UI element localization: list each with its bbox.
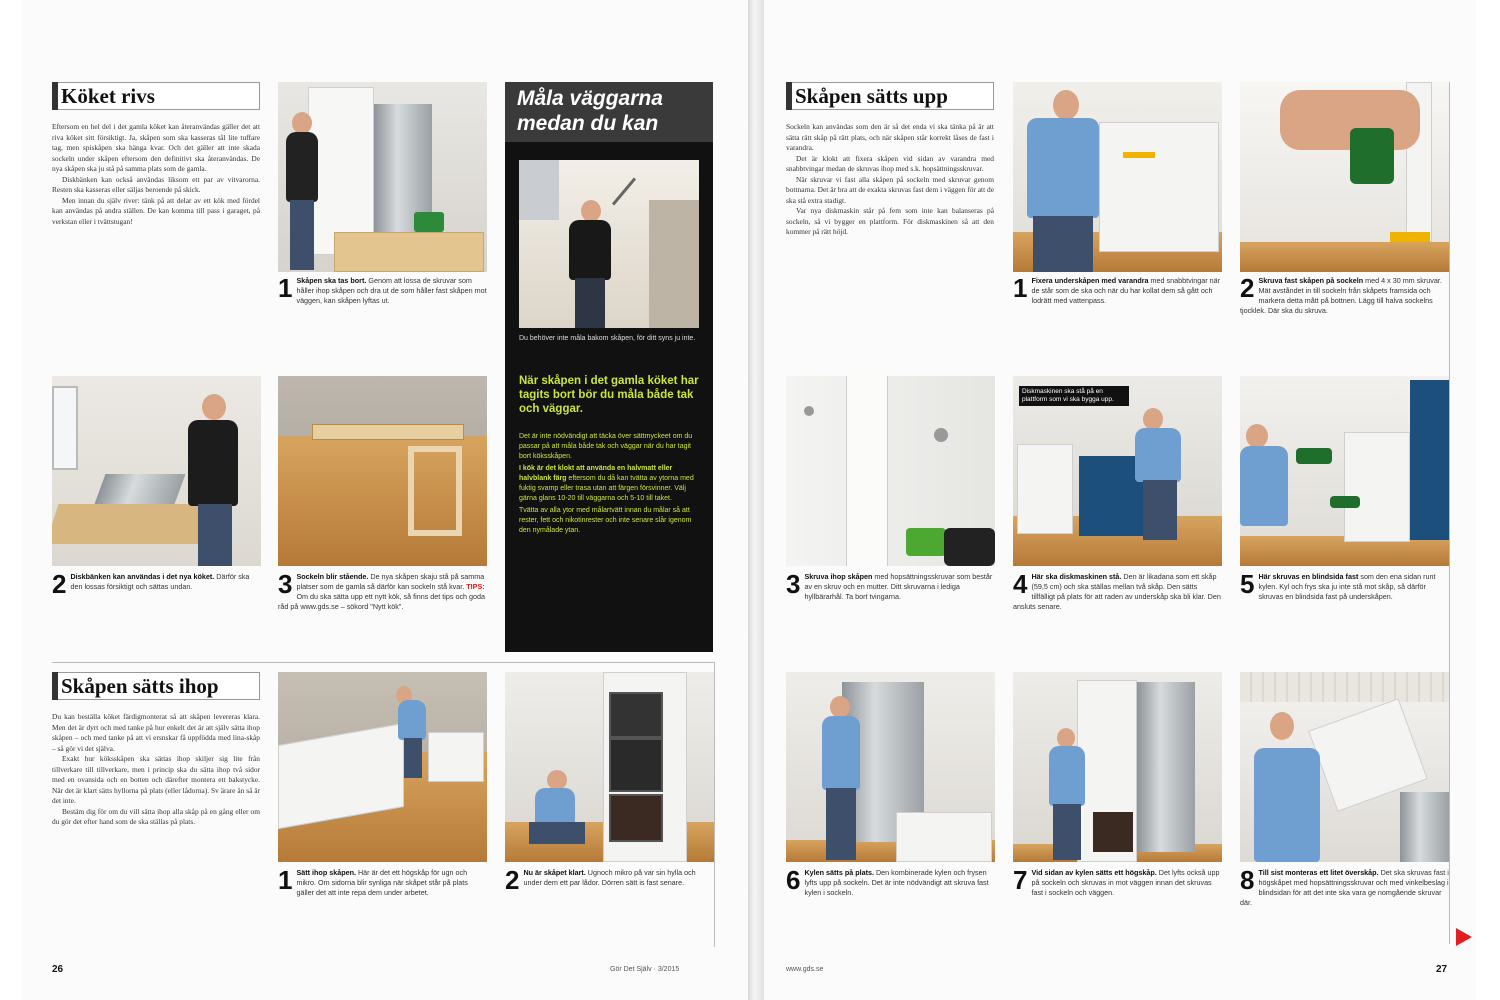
body-koket-rivs [52,122,260,227]
photo-plinth [278,376,487,566]
page-number-right: 27 [1436,964,1448,975]
paragraph: Diskbänken kan också användas liksom ett par av vitvarorna. Resten ska kasseras eller säljas beroende på skick. [52,174,260,194]
heading-skapen-satts-upp: Skåpen sätts upp [786,82,994,110]
paragraph: Men innan du själv river: tänk på att delar av ett kök med fördel kan användas på andra ställen. De kan komma till pass i garaget, på verkstan eller i tvättstugan! [52,195,260,226]
paragraph: När skruvar vi fast alla skåpen på sockeln med skruvar genom bottnarna. Det är bra att de exakta skruvas fast dem i väggen för att de ska stå extra stadigt. [786,174,994,205]
caption-clamp-cabinets: 1 Fixera underskåpen med varandra med snabbtvingar när de står som de ska och när du har kollat dem så gått och lodrätt med vattenpass. [1013,273,1221,305]
paragraph: Exakt hur köksskåpen ska sättas ihop skiljer sig lite från tillverkare till tillverkare, men i princip ska du sätta ihop två sidor med en ovansida och en botten och därefter montera ett bakstycke. När det är klart sätts hyllorna på plats (eller lådorna). Sv ärare än så är det inte. [52,754,260,805]
footer-magazine: Gör Det Själv · 3/2015 [610,966,680,973]
caption-dishwasher-spot: 4 Här ska diskmaskinen stå. Den är likadana som ett skåp (59,5 cm) och ska ställas mellan två skåp. Den sätts tillfälligt på plats för att raden av underskåp ska bli klar. Den ansluts senare. [1013,569,1221,611]
photo-clamp-cabinets [1013,82,1222,272]
next-page-arrow-icon[interactable] [1456,928,1472,946]
photo-tall-cabinet [1013,672,1222,862]
sidebar-paragraph: Det är inte nödvändigt att täcka över sättmyckeet om du passar på att måla både tak och väggar när du har tagit bort köksskåpen. [519,433,693,460]
body-skapen-satts-ihop [52,712,260,828]
sidebar-photo-caption: Du behöver inte måla bakom skåpen, för ditt syns ju inte. [519,335,696,342]
spine-gutter [748,0,764,1000]
photo-top-cabinet [1240,672,1449,862]
paragraph: Du kan beställa köket färdigmonterat så att skåpen levereras klara. Men det är dyrt och med tanke på hur enkelt det är att själv sätta ihop skåpen – och med tanke på att vi ersnskar få uppfödda med lina-skåp – så gör vi det själva. [52,712,260,753]
photo-remove-cabinet [278,82,487,272]
caption-fridge-placed: 6 Kylen sätts på plats. Den kombinerade kylen och frysen lyfts upp på sockeln. Det är inte nödvändigt att skruva fast kylen i sockeln. [786,865,989,897]
caption-tall-cabinet: 7 Vid sidan av kylen sätts ett högskåp. Det lyfts också upp på sockeln och skruvas in mot väggen innan det skruvas fast i sockeln och väggen. [1013,865,1220,897]
sidebar-paint-box [505,82,713,652]
caption-sink: 2 Diskbänken kan användas i det nya köket. Därför ska den lossas försiktigt och sättas undan. [52,569,250,599]
photo-oven-cabinet [505,672,714,862]
dishwasher-overlay-label: Diskmaskinen ska stå på en plattform som vi ska bygga upp. [1019,386,1129,406]
caption-assemble-cabinet: 1 Sätt ihop skåpen. Här är det ett högskåp för ugn och mikro. Om sidorna blir synliga när skåpet står på plats gäller det att inte repa dem under arbetet. [278,865,468,897]
sidebar-title: Måla väggarna medan du kan [517,87,663,135]
footer-website: www.gds.se [786,966,824,973]
caption-oven-cabinet: 2 Nu är skåpet klart. Ugnoch mikro på var sin hylla och under dem ett par lådor. Dörren sätt is fast senare. [505,865,696,895]
photo-sink [52,376,261,566]
caption-remove-cabinet: 1 Skåpen ska tas bort. Genom att lossa de skruvar som håller ihop skåpen och dra ut de som håller fast skåpen mot väggen, kan skåpen lyftas ut. [278,273,487,305]
caption-connecting-screws: 3 Skruva ihop skåpen med hopsättningsskruvar som består av en skruv och en mutter. Ditt skruvarna i lediga hyllbärarhål. Ta bort tvingarna. [786,569,993,601]
photo-connecting-screws [786,376,995,566]
page-number-left: 26 [52,964,64,975]
heading-koket-rivs: Köket rivs [52,82,260,110]
sidebar-paragraph: I kök är det klokt att använda en halvmatt eller halvblank färg eftersom du då kan tvätta av ytorna med fuktig svamp eller trasa utan att färgen försvinner. Välj gärna glans 10-20 till väggarna och 5-10 till taket. [519,465,694,502]
right-page [764,0,1476,1000]
paragraph: Det är klokt att fixera skåpen vid sidan av varandra med snabbtvingar medan de skruvas ihop med s.k. hopsättningsskruvar. [786,153,994,173]
caption-plinth: 3 Sockeln blir stående. De nya skåpen skaju stå på samma platser som de gamla så därför kan sockeln stå kvar. TIPS: Om du ska sätta upp ett nytt kök, så finns det tips och goda råd på www.gds.se – sökord "Nytt kök". [278,569,486,611]
sidebar-paragraph: Tvätta av alla ytor med målartvätt innan du målar så att rester, fett och nikotinrester och inte senare slår igenom den nymålade ytan. [519,507,692,534]
caption-top-cabinet: 8 Till sist monteras ett litet överskåp. Det ska skruvas fast i högskåpet med hopsättningsskruvar och med vinkelbeslag i blindsidan för att det inte ska vara ge nomgående skruvar där. [1240,865,1449,907]
photo-assemble-cabinet [278,672,487,862]
caption-blind-panel: 5 Här skruvas en blindsida fast som den ena sidan runt kylen. Kyl och frys ska ju inte stå mot skåp, så därför skruvas en blindsida fast på underskåpen. [1240,569,1436,601]
left-page [22,0,748,1000]
photo-fridge-placed [786,672,995,862]
photo-drill-closeup [1240,82,1449,272]
paragraph: Sockeln kan användas som den är så det enda vi ska tänka på är att sätta rätt skåp på rätt plats, och när skåpen står korrekt låses de fast i varandra. [786,122,994,152]
photo-painting [519,160,699,328]
body-skapen-satts-upp [786,122,994,238]
paragraph: Bestäm dig för om du vill sätta ihop alla skåp på en gång eller om du gör det efter hand som de ska ställas på plats. [52,806,260,826]
sidebar-body [519,432,699,536]
heading-skapen-satts-ihop: Skåpen sätts ihop [52,672,260,700]
paragraph: Var nya diskmaskin står på fem som inte kan balanseras på sockeln, så vi bygger en plattform. För diskmaskinen så att den kommer på rätt höjd. [786,206,994,236]
paragraph: Eftersom en hel del i det gamla köket kan återanvändas gäller det att riva köket sitt försiktigt. Ja, skåpen som ska kasseras tål lite tuffare tag, men spiskåpen ska hänga kvar. Och det gäller att inte skada sockeln under skåpen eftersom den definitivt ska återanvändas. De nya skåpen ska ju stå på samma plats som de gamla. [52,122,260,173]
photo-dishwasher-spot [1013,376,1222,566]
caption-drill-closeup: 2 Skruva fast skåpen på sockeln med 4 x 30 mm skruvar. Mät avståndet in till sockeln från skåpets framsida och markera detta mått på bottnen. Lägg till halva sockelns tjocklek. Där ska du skruva. [1240,273,1442,315]
sidebar-lead: När skåpen i det gamla köket har tagits bort bör du måla både tak och väggar. [519,375,699,415]
photo-blind-panel [1240,376,1449,566]
